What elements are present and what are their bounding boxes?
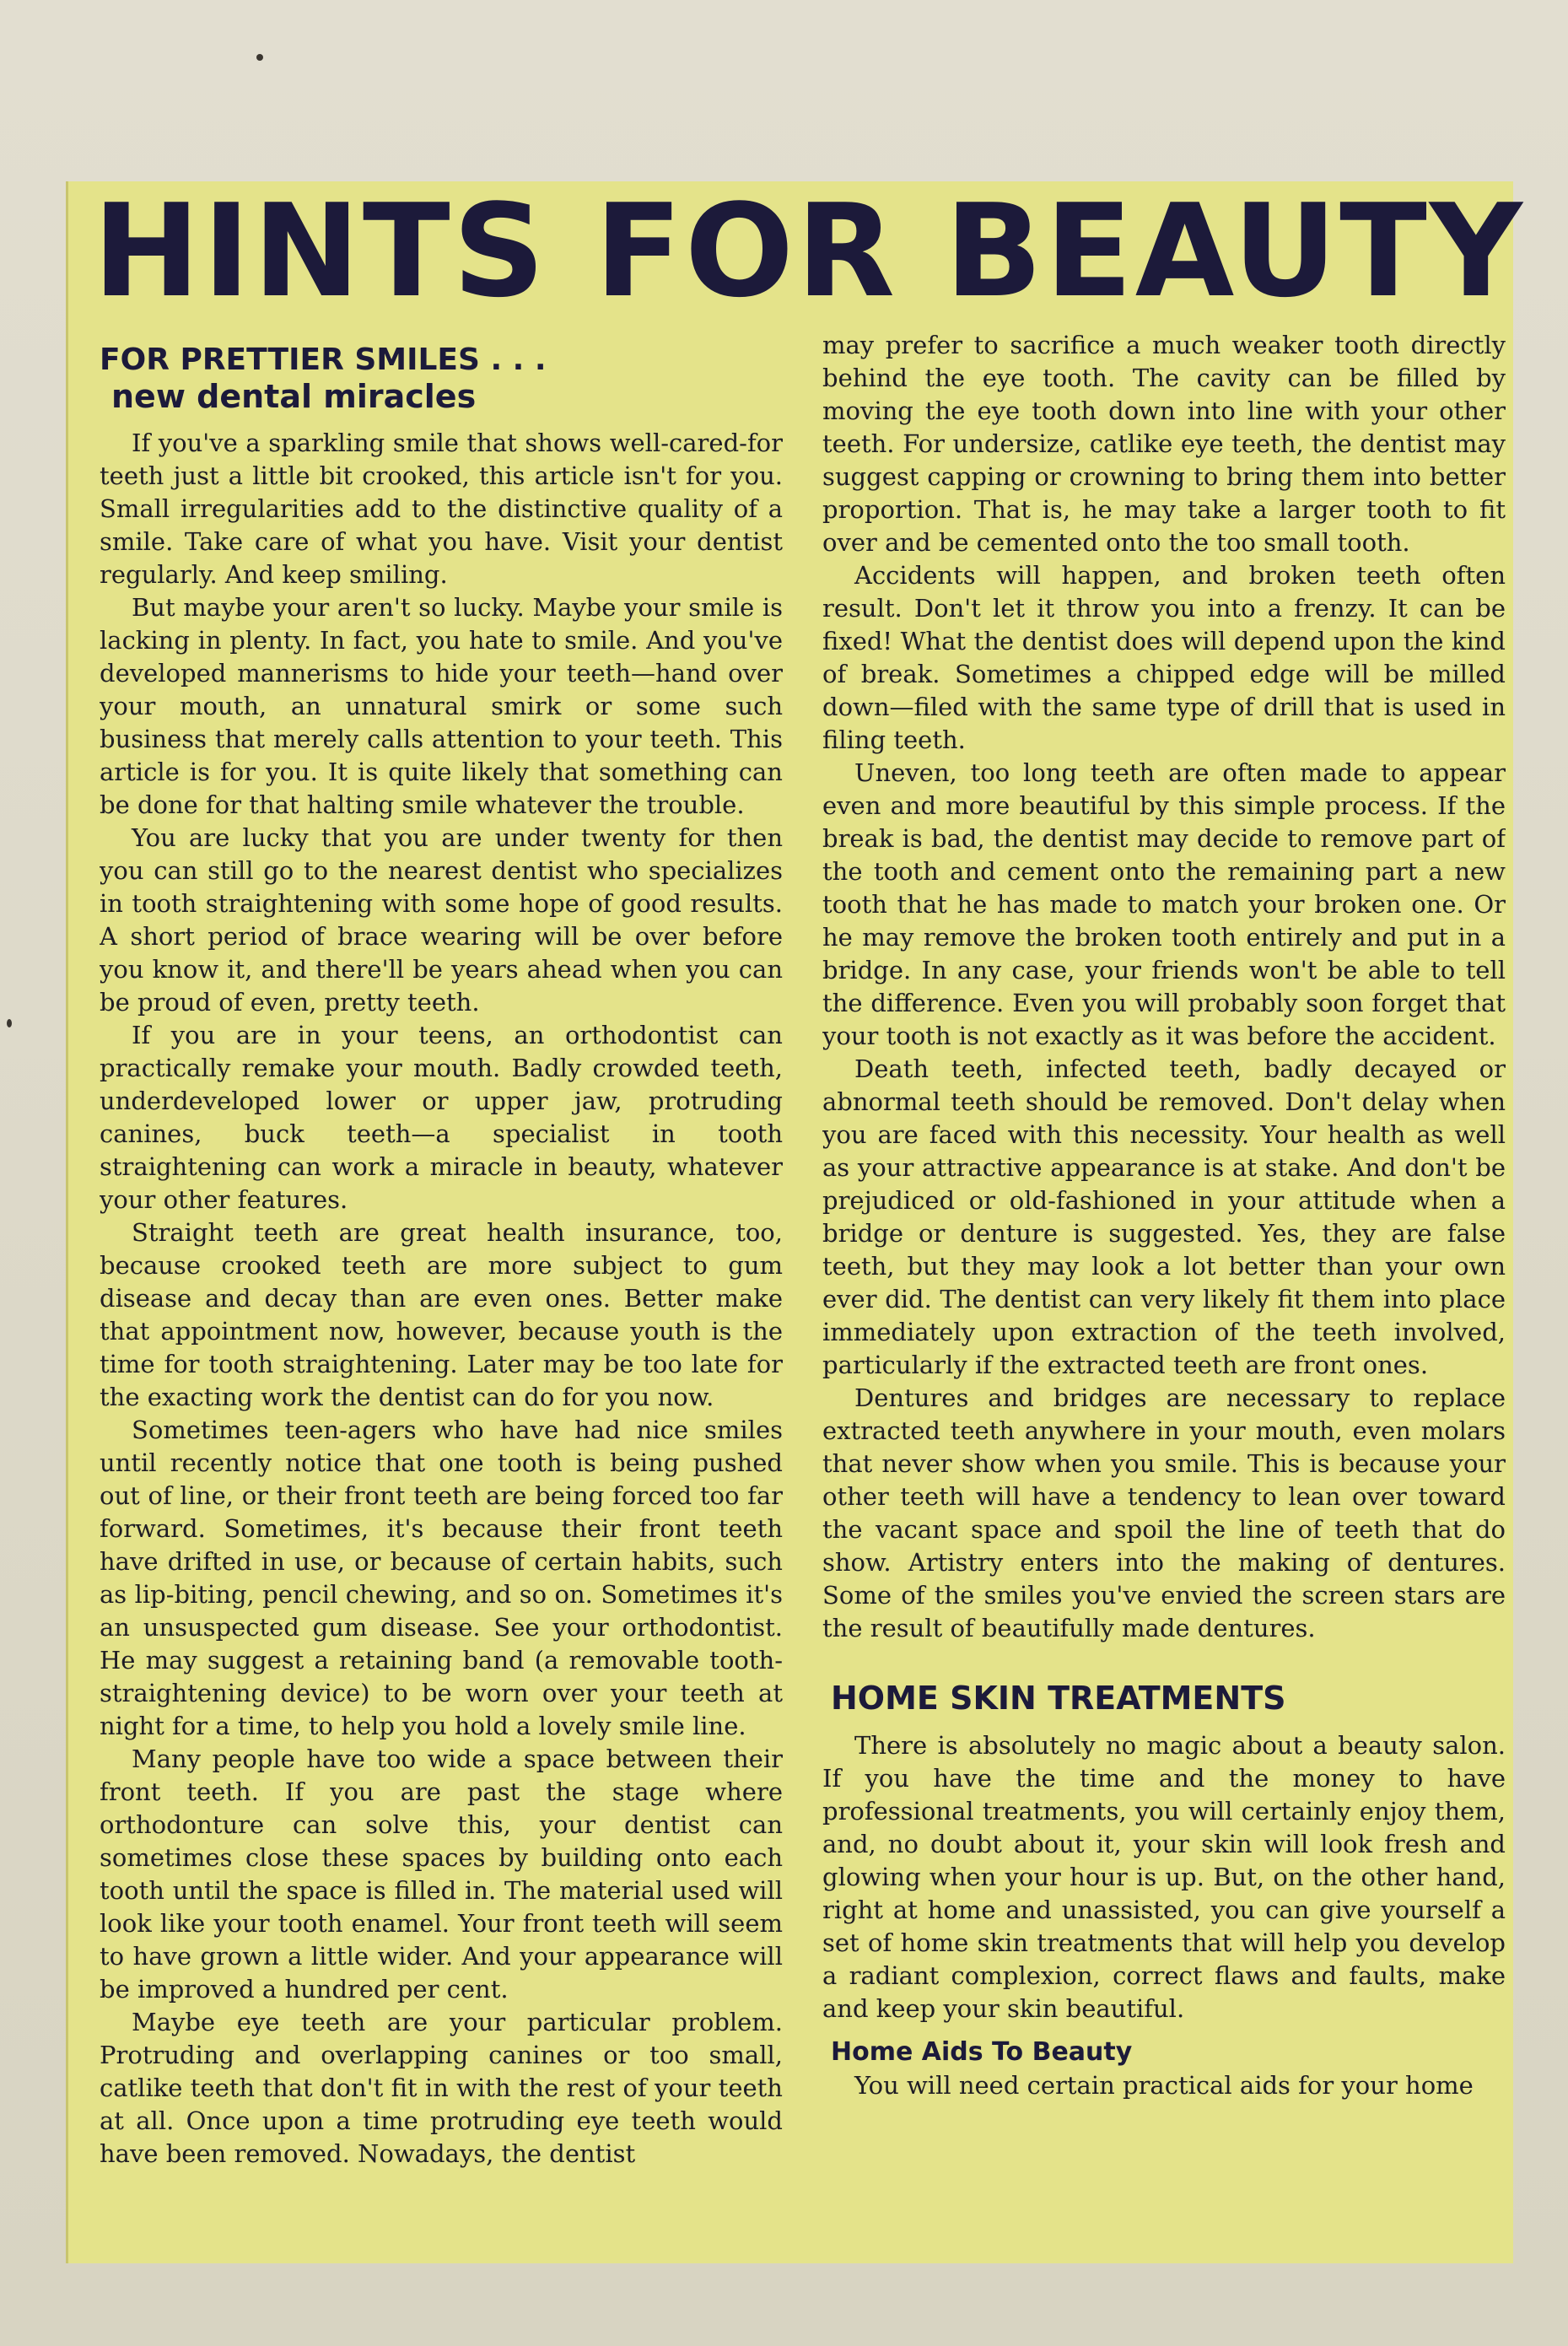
section-subheading-dental: new dental miracles [111,378,477,415]
left-column [100,329,783,2252]
ink-speck [256,54,263,61]
paragraph: Death teeth, infected teeth, badly decayed or abnormal teeth should be removed. Don't delay when you are faced with this necessity. Your health as well as your attractive appearance is at stake. And don't be prejudiced or old-fashioned in your attitude when a bridge or denture is suggested. Yes, they are false teeth, but they may look a lot better than your own ever did. The dentist can very likely fit them into place immediately upon extraction of the teeth involved, particularly if the extracted teeth are front ones. [822,1054,1506,1379]
paragraph: Straight teeth are great health insurance, too, because crooked teeth are more subject to gum disease and decay than are even ones. Better make that appointment now, however, because youth is the time for tooth straightening. Later may be too late for the exacting work the dentist can do for you now. [100,1218,783,1411]
paragraph: You will need certain practical aids for your home [854,2071,1474,2100]
right-column [822,329,1506,2252]
ink-speck [7,1019,12,1027]
paragraph: Accidents will happen, and broken teeth often result. Don't let it throw you into a frenzy. It can be fixed! What the dentist does will depend upon the kind of break. Sometimes a chipped edge will be milled down—filed with the same type of drill that is used in filing teeth. [822,561,1506,754]
section-heading-smiles: FOR PRETTIER SMILES . . . [100,342,547,377]
paragraph: Dentures and bridges are necessary to replace extracted teeth anywhere in your mouth, even molars that never show when you smile. This is because your other teeth will have a tendency to lean over toward the vacant space and spoil the line of teeth that do show. Artistry enters into the making of dentures. Some of the smiles you've envied the screen stars are the result of beautifully made dentures. [822,1383,1506,1642]
paragraph: There is absolutely no magic about a beauty salon. If you have the time and the money to have professional treatments, you will certainly enjoy them, and, no doubt about it, your skin will look fresh and glowing when your hour is up. But, on the other hand, right at home and unassisted, you can give yourself a set of home skin treatments that will help you develop a radiant complexion, correct flaws and faults, make and keep your skin beautiful. [822,1731,1506,2023]
paragraph: But maybe your aren't so lucky. Maybe your smile is lacking in plenty. In fact, you hate to smile. And you've developed mannerisms to hide your teeth—hand over your mouth, an unnatural smirk or some such business that merely calls attention to your teeth. This article is for you. It is quite likely that something can be done for that halting smile whatever the trouble. [100,593,783,819]
paragraph: You are lucky that you are under twenty for then you can still go to the nearest dentist who specializes in tooth straightening with some hope of good results. A short period of brace wearing will be over before you know it, and there'll be years ahead when you can be proud of even, pretty teeth. [100,823,783,1017]
subheading-home-aids: Home Aids To Beauty [831,2037,1133,2067]
paragraph: Sometimes teen-agers who have had nice smiles until recently notice that one tooth is being pushed out of line, or their front teeth are being forced too far forward. Sometimes, it's because their front teeth have drifted in use, or because of certain habits, such as lip-biting, pencil chewing, and so on. Sometimes it's an unsuspected gum disease. See your orthodontist. He may suggest a retaining band (a removable tooth-straightening device) to be worn over your teeth at night for a time, to help you hold a lovely smile line. [100,1416,783,1740]
paragraph: Many people have too wide a space between their front teeth. If you are past the stage where orthodonture can solve this, your dentist can sometimes close these spaces by building onto each tooth until the space is filled in. The material used will look like your tooth enamel. Your front teeth will seem to have grown a little wider. And your appearance will be improved a hundred per cent. [100,1745,783,2004]
paragraph: Maybe eye teeth are your particular problem. Protruding and overlapping canines or too small, catlike teeth that don't fit in with the rest of your teeth at all. Once upon a time protruding eye teeth would have been removed. Nowadays, the dentist [100,2008,783,2168]
page-title: HINTS FOR BEAUTY [93,176,1525,326]
paragraph: Uneven, too long teeth are often made to appear even and more beautiful by this simple process. If the break is bad, the dentist may decide to remove part of the tooth and cement onto the remaining part a new tooth that he has made to match your broken one. Or he may remove the broken tooth entirely and put in a bridge. In any case, your friends won't be able to tell the difference. Even you will probably soon forget that your tooth is not exactly as it was before the accident. [822,758,1506,1050]
section-heading-skin: HOME SKIN TREATMENTS [831,1680,1286,1717]
paragraph: If you've a sparkling smile that shows well-cared-for teeth just a little bit crooked, this article isn't for you. Small irregularities add to the distinctive quality of a smile. Take care of what you have. Visit your dentist regularly. And keep smiling. [100,429,783,589]
paragraph: If you are in your teens, an orthodontist can practically remake your mouth. Badly crowded teeth, underdeveloped lower or upper jaw, protruding canines, buck teeth—a specialist in tooth straightening can work a miracle in beauty, whatever your other features. [100,1021,783,1214]
paragraph-continued: may prefer to sacrifice a much weaker tooth directly behind the eye tooth. The cavity can be filled by moving the eye tooth down into line with your other teeth. For undersize, catlike eye teeth, the dentist may suggest capping or crowning to bring them into better proportion. That is, he may take a larger tooth to fit over and be cemented onto the too small tooth. [822,331,1506,557]
